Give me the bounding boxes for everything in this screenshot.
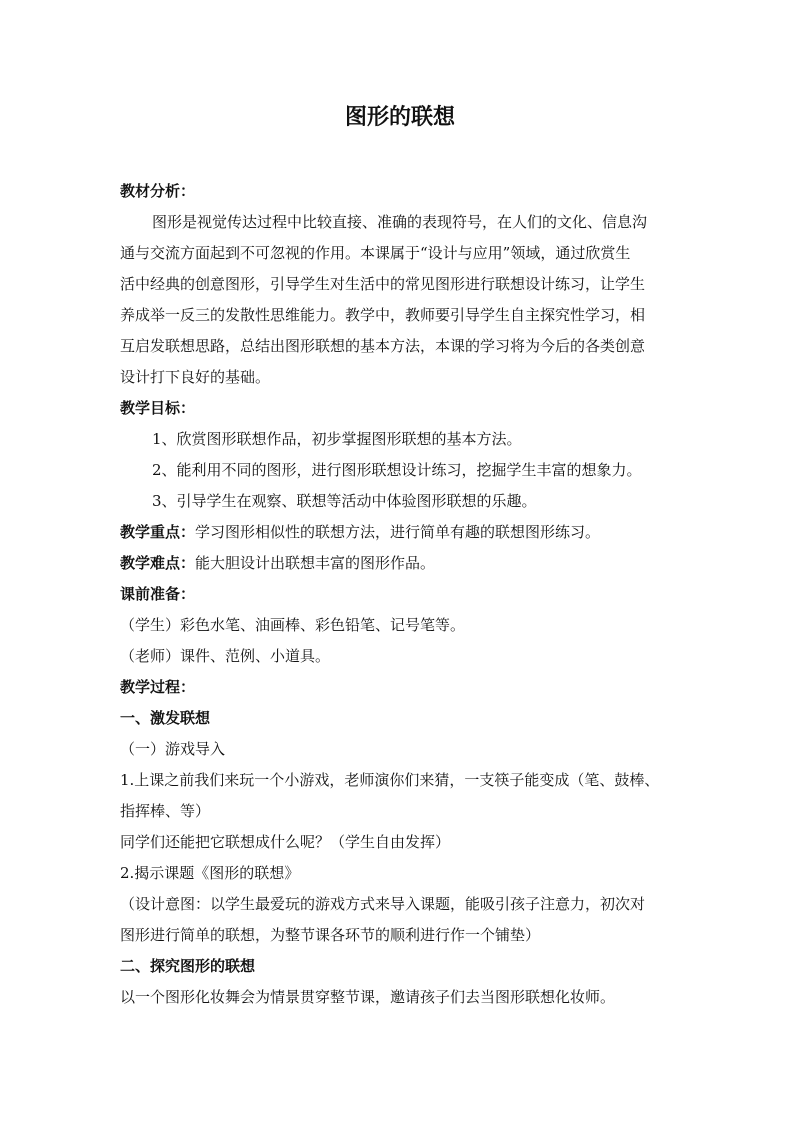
analysis-line-2: 通与交流方面起到不可忽视的作用。本课属于“设计与应用”领域，通过欣赏生 — [120, 244, 631, 262]
goals-heading: 教学目标： — [120, 399, 196, 417]
key-point-label: 教学重点： — [120, 523, 196, 541]
section1-step1-line1: 1.上课之前我们来玩一个小游戏，老师演你们来猜，一支筷子能变成（笔、鼓棒、 — [120, 771, 660, 789]
goal-item-1: 1、欣赏图形联想作品，初步掌握图形联想的基本方法。 — [152, 430, 522, 448]
key-point-text: 学习图形相似性的联想方法，进行简单有趣的联想图形练习。 — [195, 523, 601, 541]
section1-step2: 2.揭示课题《图形的联想》 — [120, 864, 300, 882]
analysis-line-1: 图形是视觉传达过程中比较直接、准确的表现符号，在人们的文化、信息沟 — [152, 213, 648, 231]
section1-step1-line3: 同学们还能把它联想成什么呢？（学生自由发挥） — [120, 833, 451, 851]
difficulty-label: 教学难点： — [120, 554, 196, 572]
difficulty — [120, 548, 680, 579]
section1-heading: 一、激发联想 — [120, 709, 211, 727]
section1-sub1: （一）游戏导入 — [120, 740, 226, 758]
preparation-student: （学生）彩色水笔、油画棒、彩色铅笔、记号笔等。 — [120, 616, 466, 634]
document-title: 图形的联想 — [344, 104, 455, 130]
section1-design-line2: 图形进行简单的联想，为整节课各环节的顺利进行作一个铺垫） — [120, 926, 541, 944]
difficulty-text: 能大胆设计出联想丰富的图形作品。 — [195, 554, 436, 572]
analysis-line-3: 活中经典的创意图形，引导学生对生活中的常见图形进行联想设计练习，让学生 — [120, 275, 646, 293]
process-heading: 教学过程： — [120, 678, 196, 696]
analysis-line-6: 设计打下良好的基础。 — [120, 368, 271, 386]
goal-item-3: 3、引导学生在观察、联想等活动中体验图形联想的乐趣。 — [152, 492, 537, 510]
section2-line1: 以一个图形化妆舞会为情景贯穿整节课，邀请孩子们去当图形联想化妆师。 — [120, 988, 616, 1006]
key-point — [120, 517, 680, 548]
preparation-teacher: （老师）课件、范例、小道具。 — [120, 647, 331, 665]
preparation-heading: 课前准备： — [120, 585, 196, 603]
section1-step1-line2: 指挥棒、等） — [120, 802, 211, 820]
section1-design-line1: （设计意图：以学生最爱玩的游戏方式来导入课题，能吸引孩子注意力，初次对 — [120, 895, 646, 913]
goal-item-2: 2、能利用不同的图形，进行图形联想设计练习，挖掘学生丰富的想象力。 — [152, 461, 642, 479]
document-page — [120, 100, 680, 1013]
analysis-line-5: 互启发联想思路，总结出图形联想的基本方法，本课的学习将为今后的各类创意 — [120, 337, 646, 355]
analysis-line-4: 养成举一反三的发散性思维能力。教学中，教师要引导学生自主探究性学习，相 — [120, 306, 646, 324]
section2-heading: 二、探究图形的联想 — [120, 957, 256, 975]
analysis-heading: 教材分析： — [120, 182, 196, 200]
